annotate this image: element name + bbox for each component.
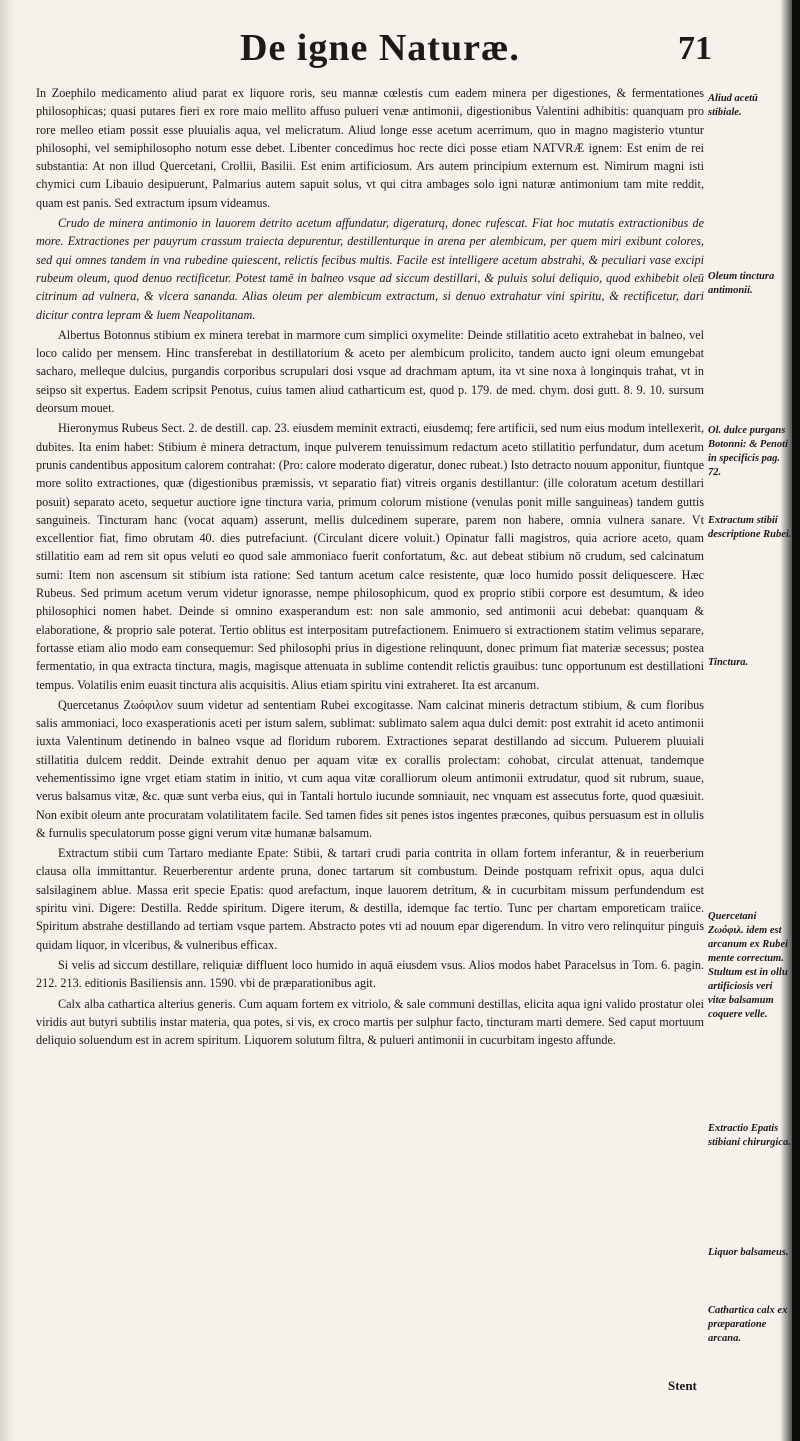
marginal-note: Oleum tinctura antimonii. <box>708 271 775 296</box>
paragraph: Albertus Botonnus stibium ex minera terebat in marmore cum simplici oxymelite: Deinde stillatitio aceto extrahebat in balneo, vel loco calido per mensem. Hinc transferebat in destillatorium & aceto per alembicum prolicito, tandem aucto igni oleum emungebat sacharo, melleque dulcius, purgandis corporibus scrupulari dosi vsque ad drachmam aptum, ita vt sine noxa à longinquis trahat, vt in seipso sit expertus. Eadem scripsit Penotus, cuius tamen aliud catharticum est, quod p. 179. de med. chym. dosi gutt. 8. 9. 10. sursum deorsum mouet. <box>36 327 704 416</box>
running-title: De igne Naturæ. <box>240 27 520 69</box>
marginal-note: Cathartica calx ex præparatione arcana. <box>708 1305 788 1344</box>
marginal-note: Ol. dulce purgans Botonni: & Penoti in specificis pag. 72. <box>708 425 788 478</box>
marginal-note: Aliud acetū stibiale. <box>708 93 758 118</box>
marginal-note: Extractio Epatis stibiani chirurgica. <box>708 1123 791 1148</box>
paragraph: Si velis ad siccum destillare, reliquiæ diffluent loco humido in aquā eiusdem vsus. Alios modos habet Paracelsus in Tom. 6. pagin. 212. 213. editionis Basiliensis ann. 1590. vbi de præparationibus agit. <box>36 957 704 991</box>
paragraph: Crudo de minera antimonio in lauorem detrito acetum affundatur, digeraturq, donec rufescat. Fiat hoc mutatis extractionibus de more. Extractiones per pauyrum crassum traiecta depurentur, destillenturque in arena per alembicum, per quem miri exibunt colores, sed qui omnes tandem in vna rubedine quiescent, relictis fecibus multis. Facile est intelligere acetum abstrahi, & peculiari vase excipi rubeum oleum, quod denuo rectificetur. Potest tamē in balneo vsque ad siccum destillari, & puluis solui deliquio, quod exhibebit oleū citrinum ad vulnera, & vlcera sananda. Alias oleum per alembicum extractum, si denuo extrahatur vini spiritu, & rectificetur, dari dicitur contra lepram & luem Neapolitanam. <box>36 216 704 322</box>
main-text-column <box>36 84 704 1051</box>
paragraph: Quercetanus Ζωόφιλον suum videtur ad sententiam Rubei excogitasse. Nam calcinat mineris detractum stibium, & cum floribus salis ammoniaci, loco exasperationis aceti per istum salem, sublimat: sublimato salem aqua dulci demit: post extrahit id aceto antimonii iuxta Valentinum detinendo in balneo vsque ad floridum ruborem. Extractiones separat destillando ad siccum. Puluerem pluuiali stillatitia dulcem reddit. Deinde extrahit denuo per aquam vitæ ex corallis prolectam: cohobat, circulat attenuat, tandemque vehementissimo igne vrget etiam statim in initio, vt cum aqua vitæ coralliorum oleum antimonii extrudatur, quod sit rubrum, suaue, verus balsamus vitæ, &c. quæ sunt verba eius, qui in Tantali hortulo iucunde somniauit, nec vnquam est assecutus forte, quod quæsiuit. Non exibit oleum ante procuratam volatilitatem facile. Sed tamen fides sit penes istos ingentes præcones, quibus persuasum est in ollulis & furnulis speculatorum posse gigni verum vitæ humanæ balsamum. <box>36 697 704 840</box>
page-header <box>90 22 712 78</box>
paragraph: Hieronymus Rubeus Sect. 2. de destill. cap. 23. eiusdem meminit extracti, eiusdemq; fere artificii, sed num eius modum intellexerit, dubites. Ita enim habet: Stibium è minera detractum, inque pulverem tenuissimum redactum aceto stillatitio perfundatur, dum acetum prunis candentibus appositum calorem contrahat: (Pro: calore moderato digeratur, donec rubeat.) Isto detracto nouum apponitur, fiuntque more solito extractiones, quæ (digestionibus præmissis, vt separatio fiat) vitreis organis destillantur: (ille coloratum acetum destillari posuit) separato aceto, sequetur auctiore igne tinctura varia, primum colorum mistione (venulas ponit mille sanguineas) tandem guttis sanguineis. Tincturam hanc (vocat aquam) asserunt, mellis dulcedinem superare, parem non habere, omnia vulnera sanare. Vt excellentior fiat, fimo obrutam 40. dies putrefaciunt. (Circulant dicere voluit.) Opinatur falli magistros, quia acriore aceto, quam stillatitio eam ad rem sit opus veluti eo quod sale ammoniaco fuerit confortatum, &c. aut debeat stibium nō crudum, sed calcinatum sumi: Item non ascensum sit stibium ista ratione: Sed tantum acetum calce resistente, quæ loco humido possit deliquescere. Hæc Rubeus. Sed primum acetum verum videtur ignorasse, nempe philosophicum, quod ex proprio stibii corpore est desumtum, & ideo philosophici nomen habet. Deinde si omnino exasperandum est: non sale ammonio, sed antimonii acui debebat: quanquam & elaboratione, & proprio sale poterat. Tertio oblitus est interpositam putrefactionem. Enimuero si extractionem statim velimus separare, fortasse etiam alio modo eam consequemur: Sed philosophi prius in digestione relinquunt, donec primum fiat materiæ secessus; postea fermentatio, in qua extracta tinctura, magis, magisque attenuata in sublime contendit relictis grauibus: tunc opportunum est destillationi tempus. Volatilis enim euasit tinctura alis acquisitis. Alius etiam spiritu vini extraheret. Ita est arcanum. <box>36 421 704 692</box>
marginal-note: Tinctura. <box>708 657 749 668</box>
page-number: 71 <box>678 30 712 67</box>
paragraph: Extractum stibii cum Tartaro mediante Epate: Stibii, & tartari crudi paria contrita in ollam fortem inferantur, & in reuerberium clausa olla immittantur. Reuerberentur ardente pruna, donec tartarum sit combustum. Deinde postquam refrixit opus, aqua dulci salsilaginem ablue. Massa erit specie Epatis: quod arefactum, inque lauorem detritum, & in cucurbitam missum perfundendum est spiritu vini. Digere: Destilla. Redde spiritum. Digere iterum, & destilla, idemque fac tertio. Tunc per chartam emporeticam traiice. Spiritum abstrahe destillando ad tertiam vsque partem. Abstracto potes vti ad nouum epar digerendum. In vitro vero relinquitur pinguis quidam liquor, in vlceribus, & vulneribus efficax. <box>36 846 704 952</box>
marginal-note: Extractum stibii descriptione Rubei. <box>708 515 792 540</box>
paragraph: In Zoephilo medicamento aliud parat ex liquore roris, seu mannæ cœlestis cum eadem minera per digestiones, & fermentationes philosophicas; quasi putares fieri ex rore maio mellito affuso pulueri venæ antimonii, digestionibus Valentini adhibitis: quanquam pro rore melleo etiam possit esse pluuialis aqua, vel melicratum. Aliud longe esse acetum acerrimum, quo in magno magisterio vtuntur philosophi, vel semiphilosopho notum esse debet. Libenter concedimus hoc recte dici posse etiam NATVRÆ ignem: Est enim de rei substantia: At non illud Quercetani, Crollii, Basilii. Est enim artificiosum. Ars autem principium externum est. Nimirum magni isti chymici cum Libauio desipuerunt, Palmarius autem sapuit solus, vt qui citra ambages solo igni naturæ antimonium tam mite reddit, quam est panis. Sed extractum ipsum videamus. <box>36 86 704 210</box>
catchword: Stent <box>668 1378 697 1393</box>
paragraph: Calx alba cathartica alterius generis. Cum aquam fortem ex vitriolo, & sale communi destillas, elicita aqua igni valido prostatur olei viridis aut butyri subtilis instar materia, qua potes, si vis, ex croco martis per sulphur facto, tincturam marti demere. Sed caput mortuum deliquio soluendum est in acrem spiritum. Liquorem solutum filtra, & pulueri antimonii in cucurbitam ingesto affunde. <box>36 996 704 1048</box>
page-edge-shadow <box>792 0 800 1441</box>
marginal-note: Quercetani Ζωόφιλ. idem est arcanum ex Rubei mente correctum. Stultum est in ollu artificiosis veri vitæ balsamum coquere velle. <box>708 911 788 1020</box>
marginal-note: Liquor balsameus. <box>708 1247 789 1258</box>
